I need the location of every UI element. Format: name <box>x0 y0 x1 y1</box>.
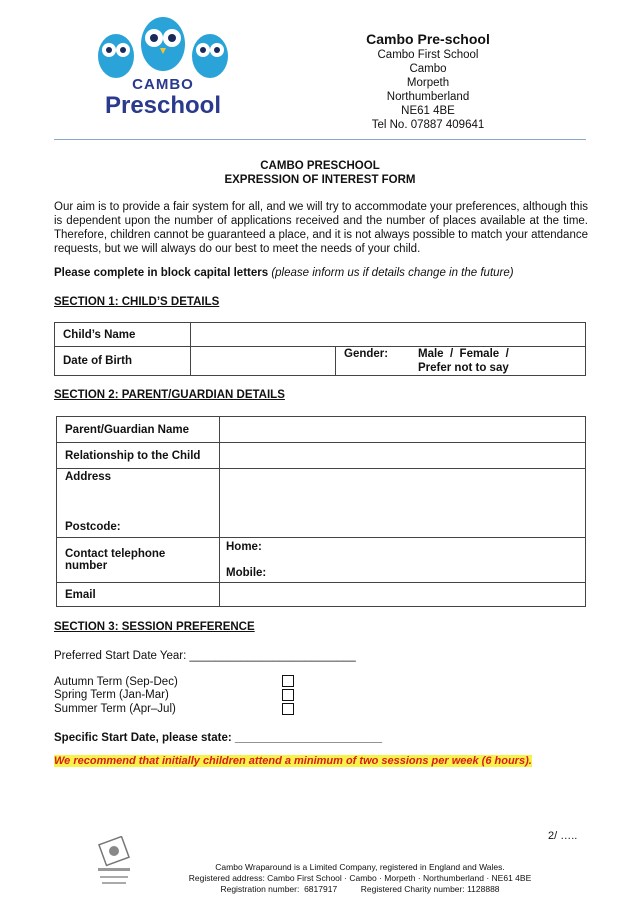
phone-label-line1: Contact telephone <box>65 548 166 560</box>
footer <box>120 862 600 895</box>
recommendation-highlight: We recommend that initially children attend a minimum of two sessions per week (6 hours). <box>54 755 532 767</box>
autumn-checkbox[interactable] <box>282 675 294 687</box>
phone-label <box>57 548 219 572</box>
start-year-field[interactable]: Preferred Start Date Year: __________________________ <box>54 650 356 662</box>
phone-label-line2: number <box>65 560 108 572</box>
gender-cell[interactable] <box>336 347 586 376</box>
gender-options[interactable]: Male / Female / <box>418 348 509 360</box>
logo-cambo-text: CAMBO <box>132 76 194 93</box>
summer-checkbox[interactable] <box>282 703 294 715</box>
email-label: Email <box>65 588 96 601</box>
relationship-field[interactable] <box>220 443 586 469</box>
gender-label: Gender: <box>344 348 389 360</box>
intro-paragraph: Our aim is to provide a fair system for all, and we will try to accommodate your preferences, although this is dependent upon the number of applications received and the number of places available at the time. Therefore, children cannot be guaranteed a place, and it is not always possible to match your attendance requests, but we will always do our best to meet the needs of your child. <box>54 201 588 255</box>
guardian-name-label: Parent/Guardian Name <box>65 423 189 436</box>
child-name-label: Child’s Name <box>63 328 136 341</box>
address-line: Cambo First School <box>377 49 479 61</box>
term-autumn-label: Autumn Term (Sep-Dec) <box>54 676 178 688</box>
guardian-name-field[interactable] <box>220 417 586 443</box>
address-label: Address <box>65 471 112 483</box>
email-field[interactable] <box>220 583 586 607</box>
address-block <box>328 30 528 132</box>
postcode-label: Postcode: <box>65 521 121 533</box>
address-line: Cambo <box>409 63 447 75</box>
section2-heading: SECTION 2: PARENT/GUARDIAN DETAILS <box>54 389 285 401</box>
org-name: Cambo Pre-school <box>366 31 490 47</box>
telephone-line: Tel No. 07887 409641 <box>371 119 485 131</box>
section1-heading: SECTION 1: CHILD’S DETAILS <box>54 296 220 308</box>
term-summer-label: Summer Term (Apr–Jul) <box>54 703 176 715</box>
specific-start-date-field[interactable]: Specific Start Date, please state: _______________________ <box>54 732 382 744</box>
relationship-label: Relationship to the Child <box>65 449 201 462</box>
child-name-field[interactable] <box>191 323 586 347</box>
footer-line: Registered address: Cambo First School · Cambo · Morpeth · Northumberland · NE61 4BE <box>188 873 532 883</box>
address-line: NE61 4BE <box>401 105 455 117</box>
address-line: Morpeth <box>406 77 450 89</box>
home-phone-label: Home: <box>226 541 262 553</box>
header-divider <box>54 139 586 140</box>
instruction-text <box>54 267 594 279</box>
phone-field[interactable] <box>220 538 586 583</box>
form-title-line2: EXPRESSION OF INTEREST FORM <box>224 174 416 186</box>
section3-heading: SECTION 3: SESSION PREFERENCE <box>54 621 255 633</box>
dob-field[interactable] <box>191 347 336 376</box>
form-title-line1: CAMBO PRESCHOOL <box>260 160 380 172</box>
instruction-italic: (please inform us if details change in the future) <box>271 267 514 279</box>
logo-preschool-text: Preschool <box>104 92 222 119</box>
page-number: 2/ ….. <box>548 830 578 842</box>
term-spring-label: Spring Term (Jan-Mar) <box>54 689 169 701</box>
spring-checkbox[interactable] <box>282 689 294 701</box>
address-field[interactable] <box>220 469 586 538</box>
address-line: Northumberland <box>386 91 470 103</box>
dob-label: Date of Birth <box>63 355 132 367</box>
guardian-details-table <box>56 416 586 607</box>
child-details-table <box>54 322 586 376</box>
footer-line: Registration number: 6817917 Registered Charity number: 1128888 <box>220 884 500 894</box>
gender-option-prefer-not[interactable]: Prefer not to say <box>418 362 509 374</box>
footer-line: Cambo Wraparound is a Limited Company, registered in England and Wales. <box>215 862 505 872</box>
preschool-logo <box>88 14 238 122</box>
mobile-phone-label: Mobile: <box>226 567 267 579</box>
instruction-bold: Please complete in block capital letters <box>54 267 269 279</box>
